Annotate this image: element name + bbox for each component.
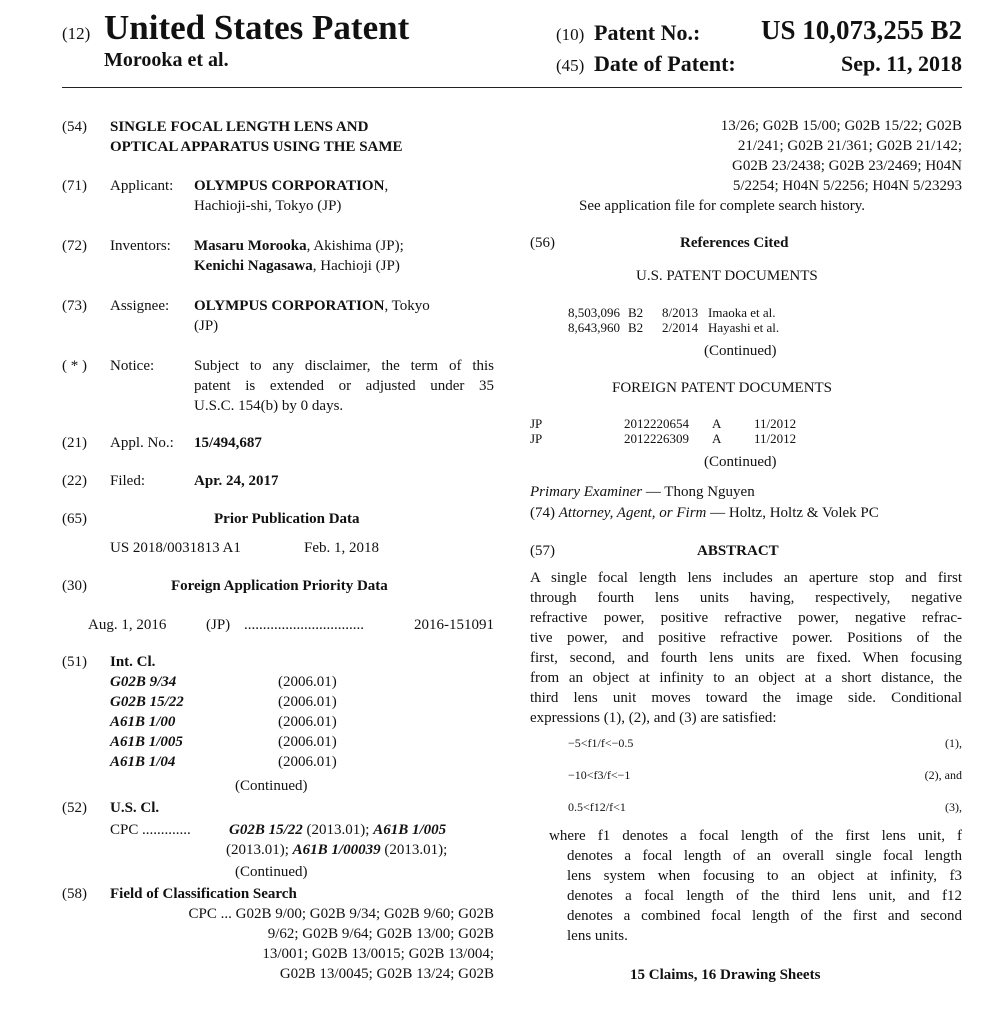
references-cited-heading: References Cited: [680, 235, 789, 251]
applicant-label: Applicant:: [110, 178, 174, 194]
abstract-heading: ABSTRACT: [697, 543, 779, 559]
abstract-text: A single focal length lens includes an aperture stop and first through fourth lens units having, respectively, negative refractive power, positive refractive power, negative refrac- tive power, and positive refractive power. Positions of the first, second, and fourth lens units are fixed. When focusing from an object at infinity to an object at a short distance, the third lens unit moves toward the image side. Conditional expressions (1), (2), and (3) are satisfied:: [530, 570, 962, 726]
inventor-2: Kenichi Nagasawa, Hachioji (JP): [194, 258, 400, 274]
expression-2: −10<f3/f<−1: [568, 768, 631, 782]
int-cl-list: [110, 672, 337, 772]
code-71: (71): [62, 178, 87, 194]
int-cl-row: G02B 15/22 (2006.01): [110, 694, 337, 710]
int-cl-continued: (Continued): [235, 778, 308, 794]
patent-number-label: Patent No.:: [594, 20, 701, 45]
patent-number: US 10,073,255 B2: [760, 15, 962, 45]
abstract-where-clause: where f1 denotes a focal length of the first lens unit, f denotes a focal length of an overall single focal length lens system when focusing to an object at infinity, f3 denotes a focal length of the third lens unit, and f12 denotes a combined focal length of the first and second lens units.: [549, 828, 962, 944]
priority-number: 2016-151091: [414, 617, 494, 633]
code-52: (52): [62, 800, 87, 816]
us-doc-row: 8,503,096 B2 8/2013 Imaoka et al.: [568, 305, 776, 320]
claims-drawings-count: 15 Claims, 16 Drawing Sheets: [630, 967, 821, 983]
inventors-label: Inventors:: [110, 238, 171, 254]
prior-publication-number: US 2018/0031813 A1: [110, 540, 241, 556]
code-10: (10): [556, 25, 585, 44]
foreign-doc-row: JP 2012220654 A 11/2012: [530, 416, 797, 431]
foreign-priority-heading: Foreign Application Priority Data: [171, 578, 388, 594]
date-of-patent-label: Date of Patent:: [594, 51, 736, 76]
applicant-location: Hachioji-shi, Tokyo (JP): [194, 198, 342, 214]
invention-title-line1: SINGLE FOCAL LENGTH LENS AND: [110, 119, 369, 135]
inventor-1: Masaru Morooka, Akishima (JP);: [194, 238, 404, 254]
priority-date: Aug. 1, 2016: [88, 617, 167, 633]
foreign-docs-continued: (Continued): [704, 454, 777, 470]
expression-1-number: (1),: [945, 736, 962, 750]
us-patent-docs-list: [568, 305, 779, 335]
notice-label: Notice:: [110, 358, 155, 374]
code-57: (57): [530, 543, 555, 559]
cpc-line1: G02B 15/22 (2013.01); A61B 1/005: [229, 822, 447, 838]
code-45: (45): [556, 56, 585, 75]
code-51: (51): [62, 654, 87, 670]
int-cl-heading: Int. Cl.: [110, 654, 156, 670]
code-22: (22): [62, 473, 87, 489]
code-21: (21): [62, 435, 87, 451]
attorney-agent: (74) Attorney, Agent, or Firm — Holtz, Holtz & Volek PC: [530, 505, 879, 521]
us-patent-docs-heading: U.S. PATENT DOCUMENTS: [636, 268, 818, 284]
invention-title-line2: OPTICAL APPARATUS USING THE SAME: [110, 139, 403, 155]
expression-1: −5<f1/f<−0.5: [568, 736, 634, 750]
patent-type-title: United States Patent: [104, 8, 410, 47]
date-of-patent: Sep. 11, 2018: [840, 51, 962, 76]
us-docs-continued: (Continued): [704, 343, 777, 359]
foreign-doc-row: JP 2012226309 A 11/2012: [530, 431, 797, 446]
code-65: (65): [62, 511, 87, 527]
int-cl-row: A61B 1/00 (2006.01): [110, 714, 337, 730]
appl-no-label: Appl. No.:: [110, 435, 174, 451]
notice-code: ( * ): [62, 358, 87, 374]
code-54: (54): [62, 119, 87, 135]
notice-text: Subject to any disclaimer, the term of this patent is extended or adjusted under 35 U.S.C. 154(b) by 0 days.: [194, 358, 494, 414]
filed-label: Filed:: [110, 473, 146, 489]
prior-publication-date: Feb. 1, 2018: [304, 540, 379, 556]
assignee-country: (JP): [194, 318, 219, 334]
header-divider: [62, 87, 962, 88]
code-58: (58): [62, 886, 87, 902]
inventor-line: Morooka et al.: [104, 49, 229, 71]
foreign-patent-docs-list: [530, 416, 796, 446]
code-12: (12): [62, 24, 91, 43]
int-cl-row: A61B 1/04 (2006.01): [110, 754, 337, 770]
assignee-label: Assignee:: [110, 298, 170, 314]
code-56: (56): [530, 235, 555, 251]
cpc-line2: (2013.01); A61B 1/00039 (2013.01);: [226, 842, 448, 858]
filed-value: Apr. 24, 2017: [194, 473, 279, 489]
priority-dots: ................................: [244, 617, 364, 633]
expression-3: 0.5<f12/f<1: [568, 800, 626, 814]
us-doc-row: 8,643,960 B2 2/2014 Hayashi et al.: [568, 320, 780, 335]
foreign-patent-docs-heading: FOREIGN PATENT DOCUMENTS: [612, 380, 833, 396]
field-search-continuation: 13/26; G02B 15/00; G02B 15/22; G02B 21/241; G02B 21/361; G02B 21/142; G02B 23/2438; G02B 23/2469; H04N 5/2254; H04N 5/2256; H04N 5/23293: [720, 118, 962, 194]
priority-country: (JP): [206, 617, 231, 633]
expression-2-number: (2), and: [924, 768, 962, 782]
code-30: (30): [62, 578, 87, 594]
int-cl-row: G02B 9/34 (2006.01): [110, 674, 337, 690]
field-search-cpc: CPC ... G02B 9/00; G02B 9/34; G02B 9/60; G02B 9/62; G02B 9/64; G02B 13/00; G02B 13/001; G02B 13/0015; G02B 13/004; G02B 13/0045; G02B 13/24; G02B: [188, 906, 494, 982]
expression-3-number: (3),: [945, 800, 962, 814]
code-73: (73): [62, 298, 87, 314]
cpc-dots: .............: [142, 822, 191, 838]
cpc-label: CPC: [110, 822, 139, 838]
search-history-note: See application file for complete search history.: [579, 198, 866, 214]
us-cl-continued: (Continued): [235, 864, 308, 880]
us-cl-heading: U.S. Cl.: [110, 800, 160, 816]
assignee-value: OLYMPUS CORPORATION, Tokyo: [194, 298, 430, 314]
primary-examiner: Primary Examiner — Thong Nguyen: [530, 484, 755, 500]
prior-publication-heading: Prior Publication Data: [214, 511, 360, 527]
field-search-heading: Field of Classification Search: [110, 886, 297, 902]
appl-no-value: 15/494,687: [194, 435, 262, 451]
code-72: (72): [62, 238, 87, 254]
int-cl-row: A61B 1/005 (2006.01): [110, 734, 337, 750]
applicant-value: OLYMPUS CORPORATION,: [194, 178, 389, 194]
